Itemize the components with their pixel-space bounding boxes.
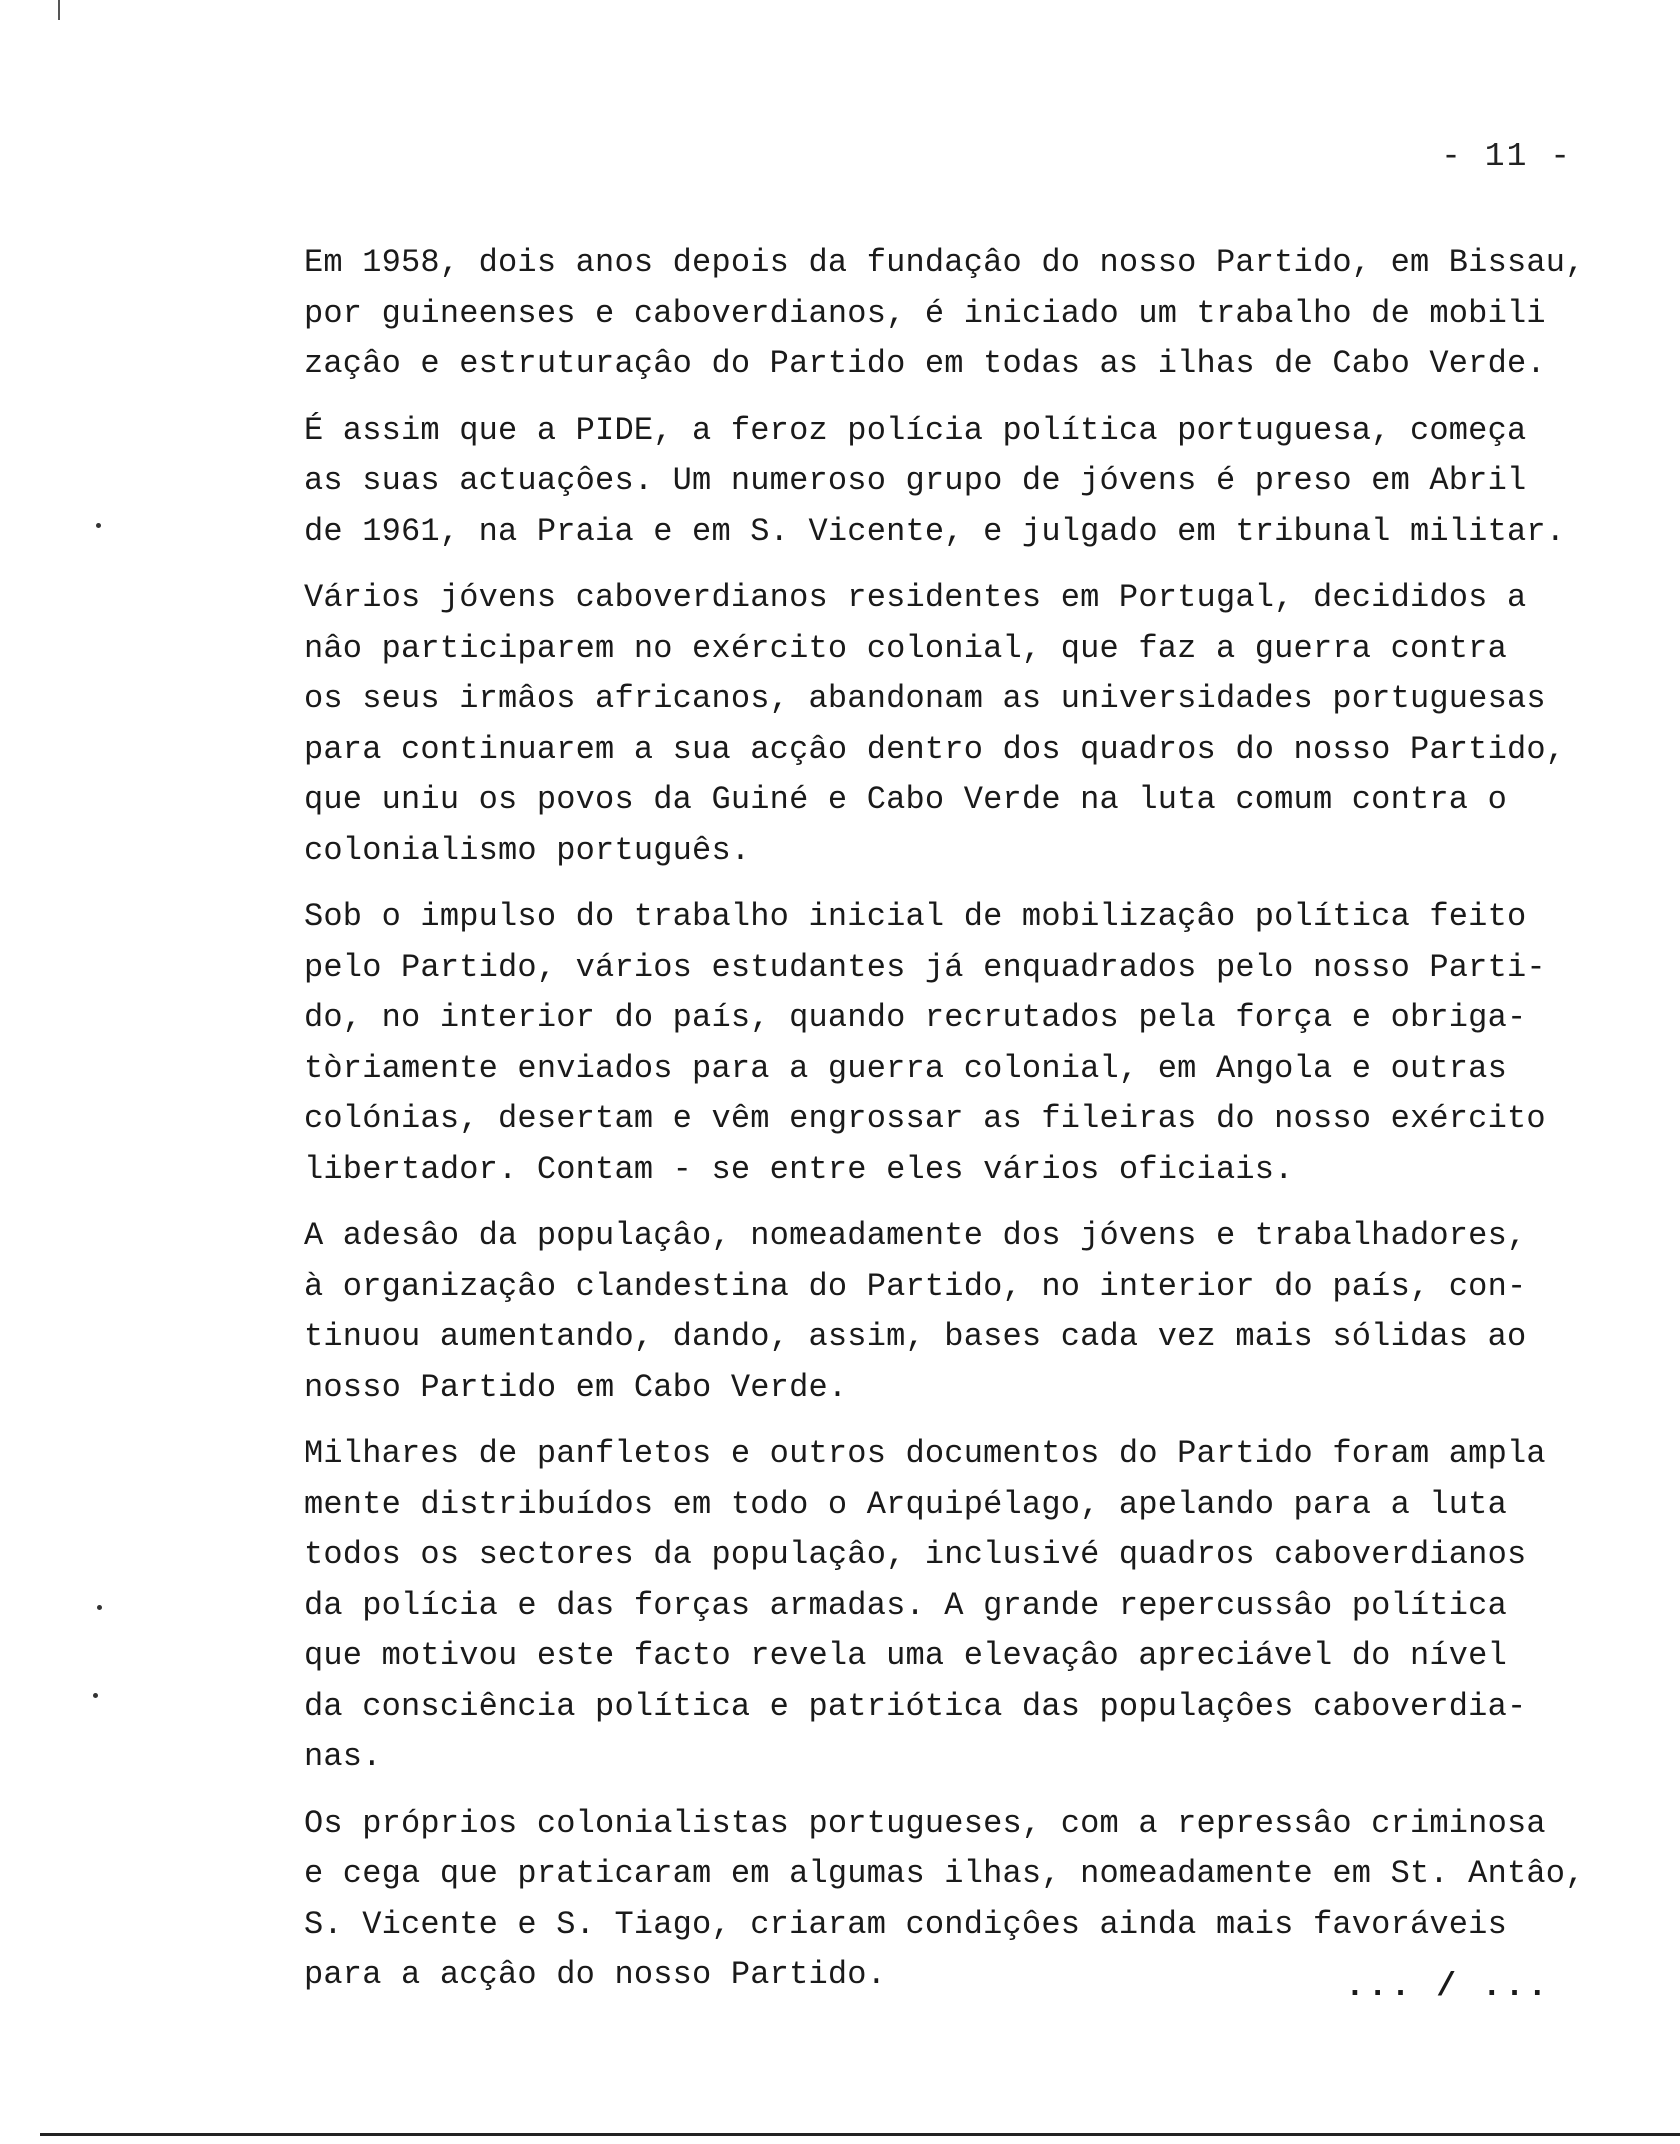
- text-line: colónias, desertam e vêm engrossar as fileiras do nosso exército: [304, 1100, 1546, 1137]
- text-line: da consciência política e patriótica das populaçôes caboverdia-: [304, 1687, 1527, 1725]
- text-line: tinuou aumentando, dando, assim, bases cada vez mais sólidas ao: [304, 1318, 1527, 1355]
- paragraph-5: [304, 1211, 1636, 1413]
- text-line: tòriamente enviados para a guerra colonial, em Angola e outras: [304, 1049, 1507, 1087]
- text-line: Milhares de panfletos e outros documentos do Partido foram ampla: [304, 1435, 1546, 1472]
- text-line: É assim que a PIDE, a feroz polícia política portuguesa, começa: [304, 411, 1527, 449]
- document-body: [304, 238, 1636, 2017]
- text-line: nosso Partido em Cabo Verde.: [304, 1368, 848, 1406]
- margin-dot: [97, 1605, 102, 1610]
- text-line: por guineenses e caboverdianos, é iniciado um trabalho de mobili: [304, 294, 1546, 332]
- text-line: do, no interior do país, quando recrutados pela força e obriga-: [304, 999, 1527, 1036]
- text-line: zaçâo e estruturaçâo do Partido em todas as ilhas de Cabo Verde.: [304, 345, 1546, 382]
- text-line: para continuarem a sua acçâo dentro dos quadros do nosso Partido,: [304, 730, 1566, 768]
- text-line: Sob o impulso do trabalho inicial de mobilizaçâo política feito: [304, 898, 1527, 935]
- margin-dot: [96, 523, 101, 528]
- text-line: Vários jóvens caboverdianos residentes em Portugal, decididos a: [304, 579, 1527, 616]
- text-line: libertador. Contam - se entre eles vários oficiais.: [304, 1150, 1294, 1188]
- text-line: Os próprios colonialistas portugueses, com a repressâo criminosa: [304, 1804, 1546, 1842]
- text-line: Em 1958, dois anos depois da fundaçâo do nosso Partido, em Bissau,: [304, 244, 1585, 281]
- text-line: todos os sectores da populaçâo, inclusivé quadros caboverdianos: [304, 1536, 1527, 1573]
- paragraph-4: [304, 892, 1636, 1195]
- text-line: que motivou este facto revela uma elevaçâo apreciável do nível: [304, 1637, 1507, 1674]
- text-line: mente distribuídos em todo o Arquipélago, apelando para a luta: [304, 1485, 1507, 1523]
- text-line: à organizaçâo clandestina do Partido, no interior do país, con-: [304, 1267, 1527, 1305]
- paragraph-3: [304, 573, 1636, 876]
- text-line: para a acçâo do nosso Partido.: [304, 1956, 887, 1993]
- margin-dot: [93, 1693, 98, 1698]
- text-line: de 1961, na Praia e em S. Vicente, e julgado em tribunal militar.: [304, 512, 1566, 550]
- text-line: nas.: [304, 1738, 382, 1775]
- text-line: nâo participarem no exército colonial, que faz a guerra contra: [304, 629, 1507, 667]
- page-number: - 11 -: [1441, 138, 1572, 175]
- scan-edge-mark: [58, 0, 60, 20]
- text-line: da polícia e das forças armadas. A grande repercussâo política: [304, 1586, 1507, 1624]
- text-line: A adesâo da populaçâo, nomeadamente dos jóvens e trabalhadores,: [304, 1217, 1527, 1254]
- paragraph-2: [304, 406, 1636, 558]
- text-line: que uniu os povos da Guiné e Cabo Verde na luta comum contra o: [304, 781, 1507, 818]
- paragraph-1: [304, 238, 1636, 390]
- text-line: colonialismo português.: [304, 831, 751, 869]
- continuation-marker: ... / ...: [1345, 1968, 1551, 2005]
- paragraph-6: [304, 1429, 1636, 1783]
- text-line: S. Vicente e S. Tiago, criaram condiçôes ainda mais favoráveis: [304, 1905, 1507, 1943]
- text-line: os seus irmâos africanos, abandonam as universidades portuguesas: [304, 680, 1546, 717]
- bottom-rule: [40, 2133, 1680, 2136]
- text-line: pelo Partido, vários estudantes já enquadrados pelo nosso Parti-: [304, 948, 1546, 986]
- text-line: as suas actuaçôes. Um numeroso grupo de jóvens é preso em Abril: [304, 462, 1527, 499]
- text-line: e cega que praticaram em algumas ilhas, nomeadamente em St. Antâo,: [304, 1855, 1585, 1892]
